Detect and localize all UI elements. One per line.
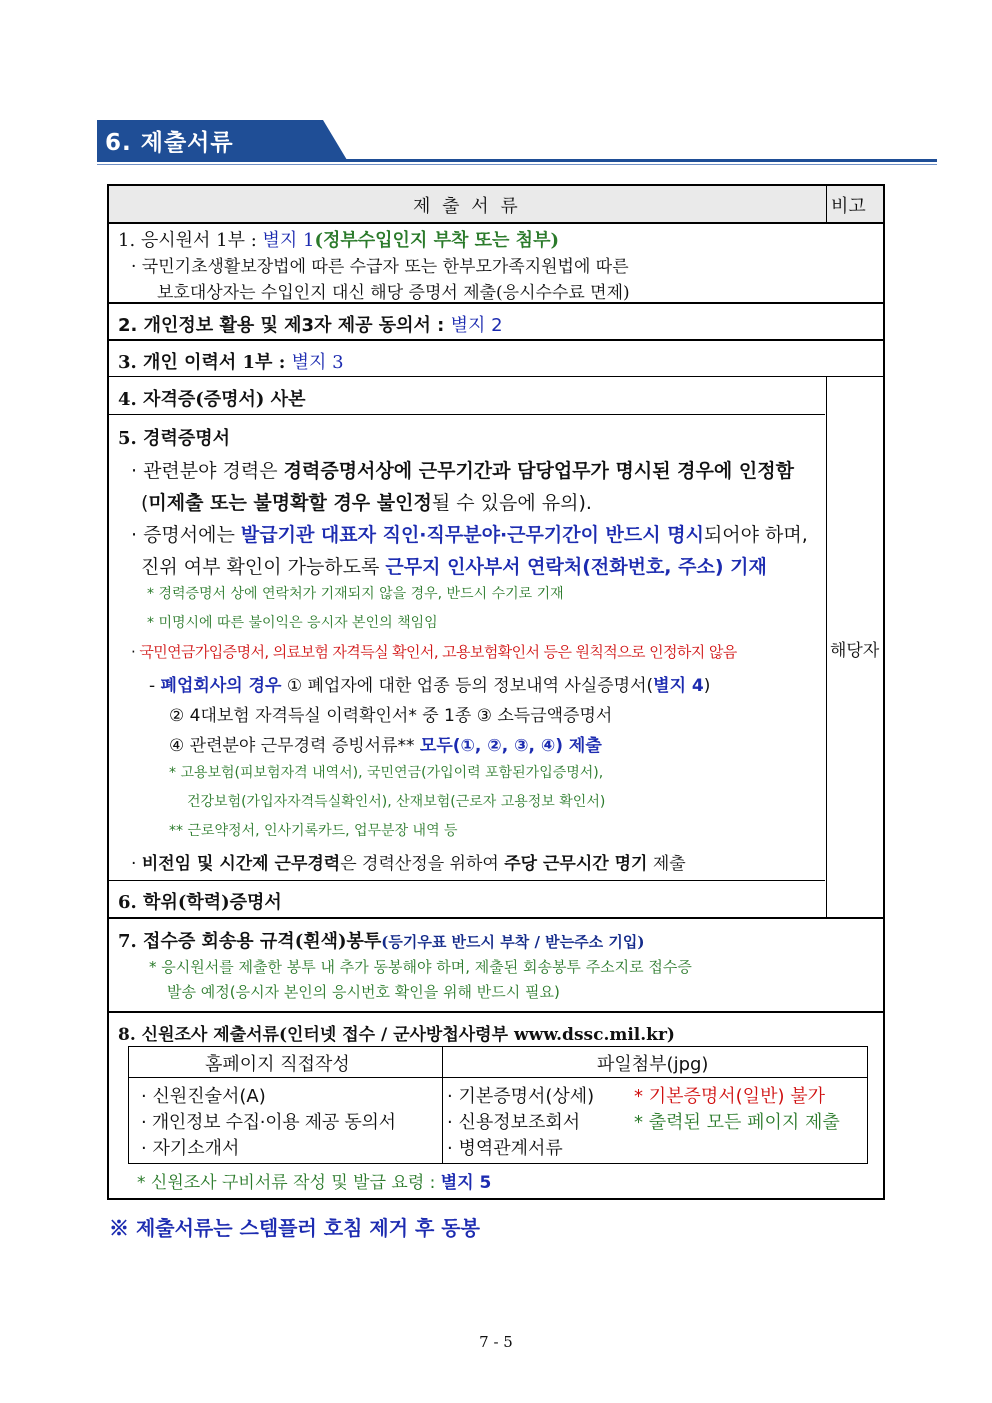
item4-title: 4. 자격증(증명서) 사본 <box>118 389 306 410</box>
item5-line6: - 폐업회사의 경우 ① 폐업자에 대한 업종 등의 정보내역 사실증명서(별지 4) <box>149 676 711 696</box>
row-divider <box>109 880 825 881</box>
item8-note: * 신원조사 구비서류 작성 및 발급 요령 : 별지 5 <box>137 1173 492 1193</box>
item5-line5: · 국민연금가입증명서, 의료보험 자격득실 확인서, 고용보험확인서 등은 원칙적으로 인정하지 않음 <box>131 643 737 661</box>
item5-line4: 진위 여부 확인이 가능하도록 근무지 인사부서 연락처(전화번호, 주소) 기재 <box>141 556 767 578</box>
subtable-right-item: · 병역관계서류 <box>447 1138 563 1159</box>
subtable-row-divider <box>129 1077 867 1078</box>
section-title: 6. 제출서류 <box>105 130 234 156</box>
subtable-right-note: * 출력된 모든 페이지 제출 <box>634 1112 840 1133</box>
item8-title: 8. 신원조사 제출서류(인터넷 접수 / 군사방첩사령부 www.dssc.mil.kr) <box>118 1025 675 1045</box>
row-divider <box>109 917 883 919</box>
item1-line3: 보호대상자는 수입인지 대신 해당 증명서 제출(응시수수료 면제) <box>157 283 630 303</box>
item1-line2: · 국민기초생활보장법에 따른 수급자 또는 한부모가족지원법에 따른 <box>131 257 629 277</box>
item5-note2: * 미명시에 따른 불이익은 응시자 본인의 책임임 <box>147 615 438 631</box>
section-rule <box>97 159 937 162</box>
item5-line1: · 관련분야 경력은 경력증명서상에 근무기간과 담당업무가 명시된 경우에 인정함 <box>131 460 794 482</box>
column-divider <box>826 186 827 223</box>
item2-title: 2. 개인정보 활용 및 제3자 제공 동의서 : 별지 2 <box>118 315 503 336</box>
subtable-header-right: 파일첨부(jpg) <box>597 1054 709 1075</box>
remark-applicable: 해당자 <box>830 641 880 661</box>
item5-note1: * 경력증명서 상에 연락처가 기재되지 않을 경우, 반드시 수기로 기재 <box>147 586 564 602</box>
column-divider <box>826 376 827 917</box>
item5-note3b: 건강보험(가입자자격득실확인서), 산재보험(근로자 고용정보 확인서) <box>187 794 606 810</box>
subtable-right-item: · 신용정보조회서 <box>447 1112 581 1133</box>
item5-line9: · 비전임 및 시간제 근무경력은 경력산정을 위하여 주당 근무시간 명기 제출 <box>131 854 686 874</box>
item7-note1: * 응시원서를 제출한 봉투 내 추가 동봉해야 하며, 제출된 회송봉투 주소지로 접수증 <box>149 958 692 976</box>
page-number: 7 - 5 <box>479 1333 513 1351</box>
stapler-note: ※ 제출서류는 스템플러 호침 제거 후 동봉 <box>109 1216 480 1240</box>
row-divider <box>109 414 825 415</box>
subtable-left-item: · 신원진술서(A) <box>141 1086 266 1107</box>
item5-note4: ** 근로약정서, 인사기록카드, 업무분장 내역 등 <box>169 823 458 839</box>
item5-line8: ④ 관련분야 근무경력 증빙서류** 모두(①, ②, ③, ④) 제출 <box>169 736 602 756</box>
row-divider <box>109 222 883 224</box>
item1-title: 1. 응시원서 1부 : 별지 1(정부수입인지 부착 또는 첨부) <box>118 230 559 251</box>
section-rule-thin <box>97 164 937 165</box>
item5-note3a: * 고용보험(피보험자격 내역서), 국민연금(가입이력 포함된가입증명서), <box>169 765 604 781</box>
subtable-left-item: · 개인정보 수집·이용 제공 동의서 <box>141 1112 396 1133</box>
header-remark: 비고 <box>831 196 866 217</box>
item5-line3: · 증명서에는 발급기관 대표자 직인·직무분야·근무기간이 반드시 명시되어야 하며, <box>131 524 808 546</box>
row-divider <box>109 1011 883 1013</box>
item5-line2: (미제출 또는 불명확할 경우 불인정될 수 있음에 유의). <box>141 492 592 514</box>
section-header <box>97 120 937 164</box>
item3-title: 3. 개인 이력서 1부 : 별지 3 <box>118 352 344 373</box>
subtable-column-divider <box>442 1047 443 1163</box>
identity-docs-subtable <box>128 1046 868 1164</box>
item5-title: 5. 경력증명서 <box>118 428 230 449</box>
subtable-left-item: · 자기소개서 <box>141 1138 240 1159</box>
subtable-right-item: · 기본증명서(상세) <box>447 1086 595 1107</box>
item7-note2: 발송 예정(응시자 본인의 응시번호 확인을 위해 반드시 필요) <box>167 983 560 1001</box>
header-documents: 제 출 서 류 <box>413 196 521 217</box>
item6-title: 6. 학위(학력)증명서 <box>118 892 282 913</box>
item7-title: 7. 접수증 회송용 규격(흰색)봉투(등기우표 반드시 부착 / 받는주소 기입) <box>118 931 645 952</box>
documents-table <box>107 184 885 1200</box>
subtable-right-note: * 기본증명서(일반) 불가 <box>634 1086 825 1107</box>
row-divider <box>109 376 883 377</box>
item5-line7: ② 4대보험 자격득실 이력확인서* 중 1종 ③ 소득금액증명서 <box>169 706 613 726</box>
subtable-header-left: 홈페이지 직접작성 <box>205 1054 350 1075</box>
row-divider <box>109 339 883 341</box>
